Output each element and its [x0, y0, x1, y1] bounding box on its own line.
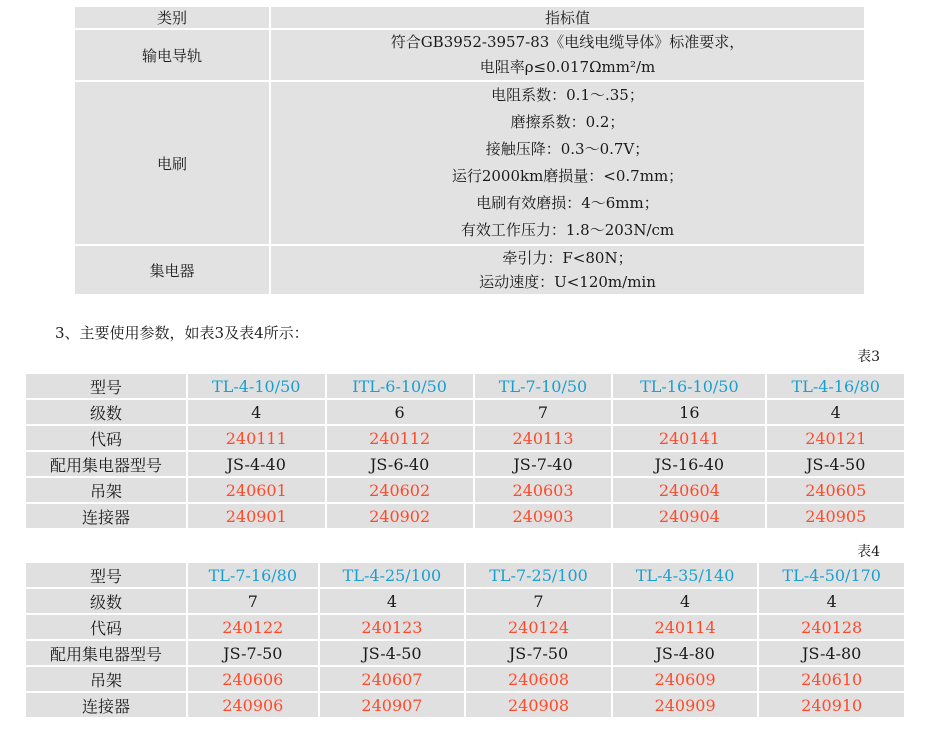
spec-line: 电阻率ρ≤0.017Ωmm²/m: [479, 58, 656, 76]
connector-cell: 240903: [475, 504, 612, 528]
row-codes: [26, 426, 904, 450]
spec-header-category: 类别: [75, 7, 269, 28]
code-cell: 240141: [613, 426, 765, 450]
collector-cell: JS-4-40: [188, 452, 325, 476]
code-cell: 240113: [475, 426, 612, 450]
row-model: [26, 563, 904, 587]
model-cell: TL-4-16/80: [767, 374, 904, 398]
connector-cell: 240905: [767, 504, 904, 528]
level-cell: 7: [475, 400, 612, 424]
spec-value: [271, 30, 864, 80]
code-cell: 240114: [613, 615, 758, 639]
spec-row-brush: [75, 82, 864, 244]
row-levels: [26, 400, 904, 424]
spec-line: 运行2000km磨损量：<0.7mm；: [451, 167, 684, 185]
code-cell: 240112: [327, 426, 473, 450]
table4-caption: 表4: [857, 544, 880, 560]
row-connectors: [26, 504, 904, 528]
level-cell: 16: [613, 400, 765, 424]
param-table-4: [24, 561, 906, 719]
hanger-cell: 240601: [188, 478, 325, 502]
collector-cell: JS-4-50: [320, 641, 465, 665]
row-label: 代码: [26, 426, 186, 450]
level-cell: 4: [759, 589, 904, 613]
model-cell: TL-7-16/80: [188, 563, 318, 587]
hanger-cell: 240607: [320, 667, 465, 691]
spec-table: [73, 5, 866, 296]
connector-cell: 240907: [320, 693, 465, 717]
level-cell: 6: [327, 400, 473, 424]
model-cell: TL-4-35/140: [613, 563, 758, 587]
collector-cell: JS-7-50: [466, 641, 611, 665]
collector-cell: JS-7-40: [475, 452, 612, 476]
row-connectors: [26, 693, 904, 717]
spec-line: 电刷有效磨损：4～6mm；: [476, 194, 659, 212]
connector-cell: 240901: [188, 504, 325, 528]
model-cell: ITL-6-10/50: [327, 374, 473, 398]
model-cell: TL-7-25/100: [466, 563, 611, 587]
collector-cell: JS-6-40: [327, 452, 473, 476]
spec-value: [271, 82, 864, 244]
intro-text: 3、主要使用参数，如表3及表4所示：: [55, 324, 309, 342]
row-label: 级数: [26, 400, 186, 424]
hanger-cell: 240609: [613, 667, 758, 691]
hanger-cell: 240605: [767, 478, 904, 502]
spec-row-rail: [75, 30, 864, 80]
spec-header-row: [75, 7, 864, 28]
model-cell: TL-7-10/50: [475, 374, 612, 398]
row-label: 型号: [26, 374, 186, 398]
collector-cell: JS-4-80: [613, 641, 758, 665]
code-cell: 240111: [188, 426, 325, 450]
row-label: 型号: [26, 563, 186, 587]
collector-cell: JS-16-40: [613, 452, 765, 476]
connector-cell: 240908: [466, 693, 611, 717]
spec-category: 输电导轨: [75, 30, 269, 80]
row-label: 配用集电器型号: [26, 641, 186, 665]
level-cell: 7: [466, 589, 611, 613]
row-model: [26, 374, 904, 398]
row-label: 吊架: [26, 667, 186, 691]
hanger-cell: 240604: [613, 478, 765, 502]
connector-cell: 240902: [327, 504, 473, 528]
connector-cell: 240904: [613, 504, 765, 528]
code-cell: 240124: [466, 615, 611, 639]
spec-value: [271, 246, 864, 294]
spec-row-collector: [75, 246, 864, 294]
model-cell: TL-4-10/50: [188, 374, 325, 398]
param-table-3: [24, 372, 906, 530]
spec-category: 集电器: [75, 246, 269, 294]
row-collectors: [26, 452, 904, 476]
table3-caption: 表3: [857, 349, 880, 365]
spec-line: 牵引力：F<80N；: [502, 249, 633, 267]
row-label: 吊架: [26, 478, 186, 502]
spec-category: 电刷: [75, 82, 269, 244]
spec-line: 接触压降：0.3～0.7V；: [485, 140, 650, 158]
row-collectors: [26, 641, 904, 665]
level-cell: 4: [320, 589, 465, 613]
level-cell: 4: [767, 400, 904, 424]
code-cell: 240123: [320, 615, 465, 639]
hanger-cell: 240606: [188, 667, 318, 691]
row-label: 连接器: [26, 693, 186, 717]
collector-cell: JS-4-50: [767, 452, 904, 476]
code-cell: 240128: [759, 615, 904, 639]
level-cell: 4: [613, 589, 758, 613]
hanger-cell: 240608: [466, 667, 611, 691]
row-hangers: [26, 667, 904, 691]
spec-header-value: 指标值: [271, 7, 864, 28]
model-cell: TL-16-10/50: [613, 374, 765, 398]
row-label: 级数: [26, 589, 186, 613]
hanger-cell: 240610: [759, 667, 904, 691]
spec-line: 磨擦系数：0.2；: [510, 113, 625, 131]
row-label: 配用集电器型号: [26, 452, 186, 476]
row-label: 代码: [26, 615, 186, 639]
hanger-cell: 240602: [327, 478, 473, 502]
row-hangers: [26, 478, 904, 502]
connector-cell: 240906: [188, 693, 318, 717]
code-cell: 240122: [188, 615, 318, 639]
model-cell: TL-4-50/170: [759, 563, 904, 587]
collector-cell: JS-4-80: [759, 641, 904, 665]
code-cell: 240121: [767, 426, 904, 450]
model-cell: TL-4-25/100: [320, 563, 465, 587]
connector-cell: 240910: [759, 693, 904, 717]
row-codes: [26, 615, 904, 639]
spec-line: 运动速度：U<120m/min: [479, 273, 656, 291]
collector-cell: JS-7-50: [188, 641, 318, 665]
spec-line: 有效工作压力：1.8～203N/cm: [460, 221, 675, 239]
row-label: 连接器: [26, 504, 186, 528]
spec-line: 符合GB3952-3957-83《电线电缆导体》标准要求，: [390, 33, 745, 51]
hanger-cell: 240603: [475, 478, 612, 502]
connector-cell: 240909: [613, 693, 758, 717]
spec-line: 电阻系数：0.1～.35；: [491, 86, 644, 104]
level-cell: 4: [188, 400, 325, 424]
row-levels: [26, 589, 904, 613]
level-cell: 7: [188, 589, 318, 613]
